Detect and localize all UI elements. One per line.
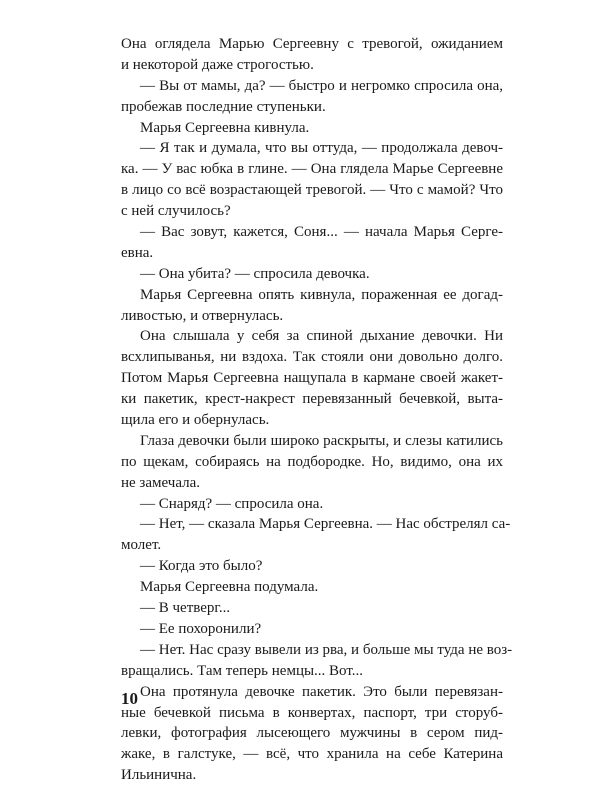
- text-line: не замечала.: [121, 474, 201, 491]
- text-line: — Снаряд? — спросила она.: [140, 495, 324, 512]
- text-line: левки, фотография лысеющего мужчины в сером пид-: [121, 725, 503, 742]
- text-line: Марья Сергеевна опять кивнула, пораженная ее догад-: [140, 286, 503, 303]
- text-line: — Нет, — сказала Марья Сергеевна. — Нас обстрелял са-: [140, 516, 511, 533]
- text-line: — В четверг...: [140, 600, 231, 617]
- text-line: — Она убита? — спросила девочка.: [140, 265, 370, 282]
- text-line: — Вы от мамы, да? — быстро и негромко спросила она,: [140, 77, 503, 94]
- text-line: Она слышала у себя за спиной дыхание девочки. Ни: [140, 328, 503, 345]
- text-line: всхлипыванья, ни вздоха. Так стояли они довольно долго.: [121, 349, 503, 366]
- text-line: — Я так и думала, что вы оттуда, — продолжала девоч-: [140, 140, 503, 157]
- text-line: — Когда это было?: [140, 558, 263, 575]
- text-line: Марья Сергеевна подумала.: [140, 579, 319, 596]
- text-line: — Вас зовут, кажется, Соня... — начала Марья Серге-: [140, 224, 503, 241]
- text-line: Она протянула девочке пакетик. Это были перевязан-: [140, 683, 503, 700]
- text-line: Глаза девочки были широко раскрыты, и слезы катились: [140, 432, 503, 449]
- text-line: ные бечевкой письма в конвертах, паспорт, три сторуб-: [121, 704, 503, 721]
- text-line: пробежав последние ступеньки.: [121, 98, 326, 115]
- text-line: жаке, в галстуке, — всё, что хранила на себе Катерина: [121, 746, 503, 763]
- text-line: ки пакетик, крест-накрест перевязанный бечевкой, выта-: [121, 391, 503, 408]
- text-line: щила его и обернулась.: [121, 412, 270, 429]
- text-line: ка. — У вас юбка в глине. — Она глядела Марье Сергеевне: [121, 161, 503, 178]
- text-line: Марья Сергеевна кивнула.: [140, 119, 310, 136]
- text-line: Ильинична.: [121, 767, 197, 784]
- body-text: [121, 34, 513, 786]
- text-line: с ней случилось?: [121, 203, 231, 220]
- text-line: евна.: [121, 244, 154, 261]
- page-number: 10: [121, 689, 138, 708]
- text-line: ливостью, и отвернулась.: [121, 307, 284, 324]
- text-line: вращались. Там теперь немцы... Вот...: [121, 662, 364, 679]
- text-line: в лицо со всё возрастающей тревогой. — Что с мамой? Что: [121, 182, 503, 199]
- text-line: Она оглядела Марью Сергеевну с тревогой, ожиданием: [121, 36, 503, 52]
- text-line: Потом Марья Сергеевна нащупала в кармане своей жакет-: [121, 370, 503, 387]
- text-line: молет.: [121, 537, 162, 554]
- text-line: и некоторой даже строгостью.: [121, 56, 314, 73]
- text-line: — Ее похоронили?: [140, 620, 262, 637]
- text-line: — Нет. Нас сразу вывели из рва, и больше мы туда не воз-: [140, 641, 513, 658]
- text-line: по щекам, собираясь на подбородке. Но, видимо, она их: [121, 453, 503, 470]
